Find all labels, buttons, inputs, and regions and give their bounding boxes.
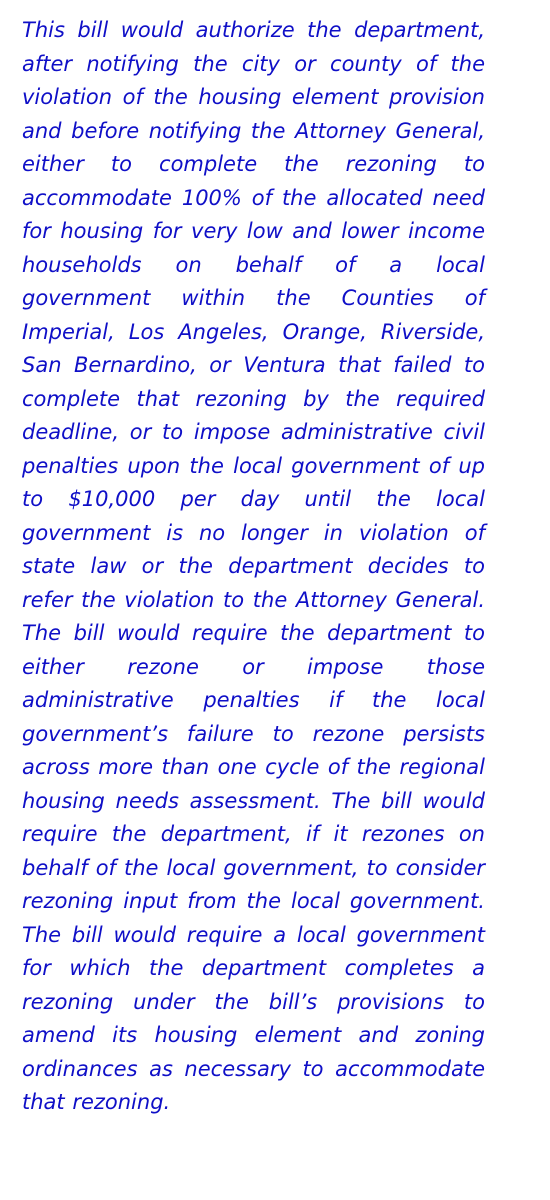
bill-summary-paragraph: This bill would authorize the department, after notifying the city or county of the violation of the housing element provision and before notifying the Attorney General, either to complete the rezoning to accommodate 100% of the allocated need for housing for very low and lower income households on behalf of a local government within the Counties of Imperial, Los Angeles, Orange, Riverside, San Bernardino, or Ventura that failed to complete that rezoning by the required deadline, or to impose administrative civil penalties upon the local government of up to $10,000 per day until the local government is no longer in violation of state law or the department decides to refer the violation to the Attorney General. The bill would require the department to either rezone or impose those administrative penalties if the local government’s failure to rezone persists across more than one cycle of the regional housing needs assessment. The bill would require the department, if it rezones on behalf of the local government, to consider rezoning input from the local government. The bill would require a local government for which the department completes a rezoning under the bill’s provisions to amend its housing element and zoning ordinances as necessary to accommodate that rezoning. <box>22 18 485 1114</box>
